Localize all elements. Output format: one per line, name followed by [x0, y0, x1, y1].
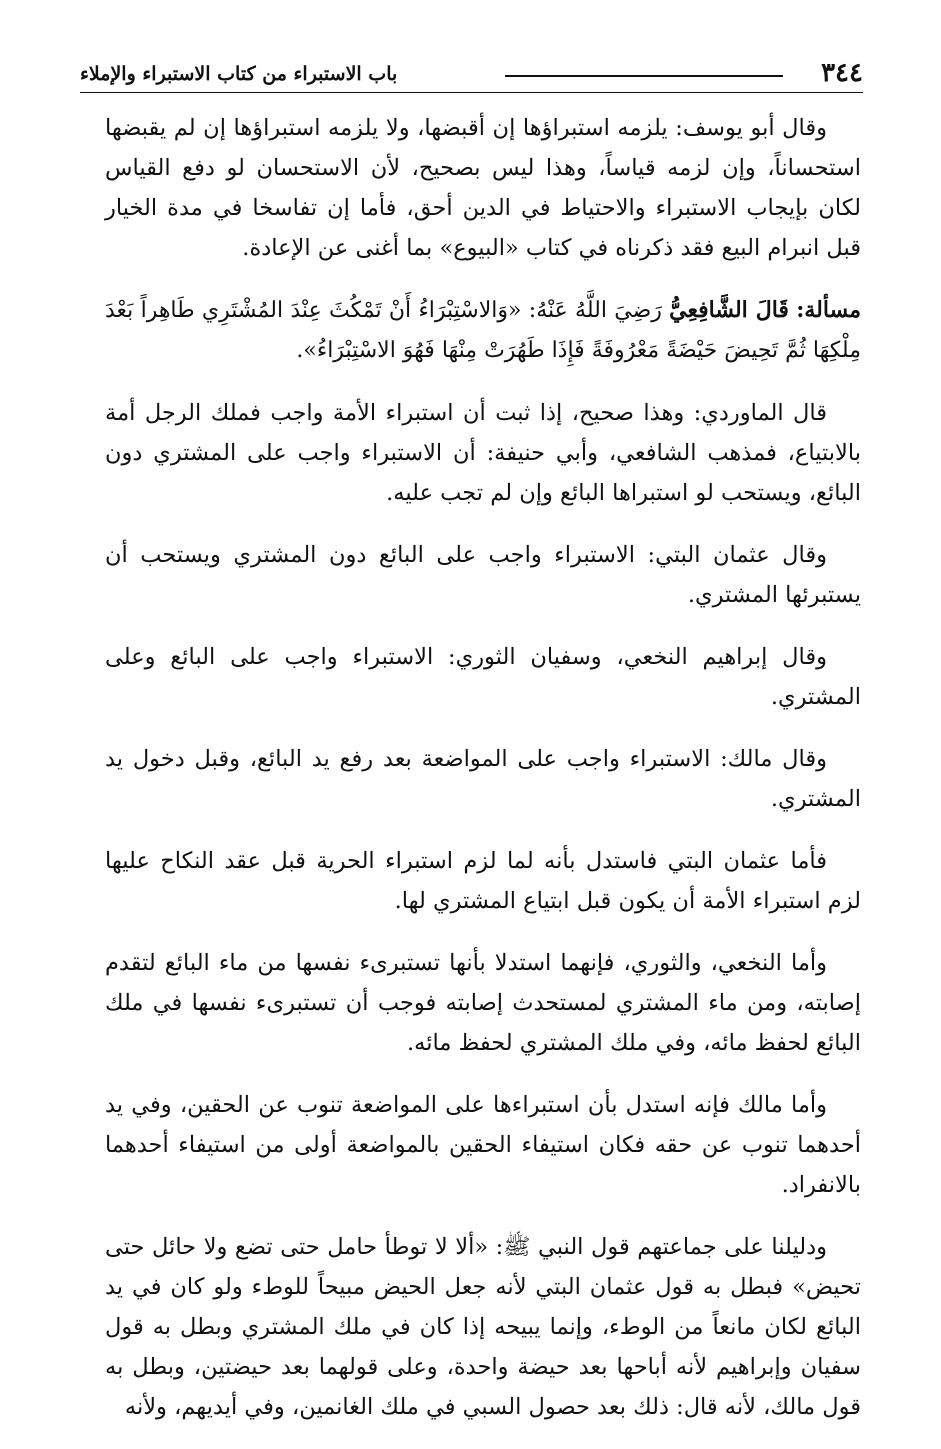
shafii-attribution: قَالَ الشَّافِعِيُّ	[669, 297, 789, 323]
issue-text: رَضِيَ اللَّهُ عَنْهُ: «وَالاسْتِبْرَاءُ أَنْ تَمْكُثَ عِنْدَ المُشْتَرِي طَاهِراً بَعْدَ مِلْكِهَا ثُمَّ تَحِيضَ حَيْضَةً مَعْرُوفَةً فَإِذَا طَهُرَتْ مِنْهَا فَهُوَ الاسْتِبْرَاءُ».	[105, 298, 861, 363]
page-body	[105, 108, 861, 1449]
header-rule	[505, 75, 783, 77]
paragraph-batti-argument: فأما عثمان البتي فاستدل بأنه لما لزم استبراء الحرية قبل عقد النكاح عليها لزم استبراء الأمة أن يكون قبل ابتياع المشتري لها.	[105, 848, 861, 914]
header-divider	[80, 92, 863, 93]
paragraph-nakhai-argument: وأما النخعي، والثوري، فإنهما استدلا بأنها تستبرىء نفسها من ماء البائع لتقدم إصابته، ومن ماء المشتري لمستحدث إصابته فوجب أن تستبرىء نفسها في ملك البائع لحفظ مائه، وفي ملك المشتري لحفظ مائه.	[105, 950, 861, 1056]
paragraph-issue	[105, 290, 861, 371]
issue-label: مسألة:	[796, 297, 861, 323]
paragraph-mawardi: قال الماوردي: وهذا صحيح، إذا ثبت أن استبراء الأمة واجب فملك الرجل أمة بالابتياع، فمذهب الشافعي، وأبي حنيفة: أن الاستبراء واجب على المشتري دون البائع، ويستحب لو استبراها البائع وإن لم تجب عليه.	[105, 400, 861, 506]
paragraph-nakhai-thawri: وقال إبراهيم النخعي، وسفيان الثوري: الاستبراء واجب على البائع وعلى المشتري.	[105, 644, 861, 710]
paragraph-malik: وقال مالك: الاستبراء واجب على المواضعة بعد رفع يد البائع، وقبل دخول يد المشتري.	[105, 746, 861, 812]
page-number: ٣٤٤	[821, 58, 863, 88]
running-title: باب الاستبراء من كتاب الاستبراء والإملاء	[80, 63, 398, 85]
paragraph-evidence: ودليلنا على جماعتهم قول النبي ﷺ: «ألا لا توطأ حامل حتى تضع ولا حائل حتى تحيض» فبطل به قول عثمان البتي لأنه جعل الحيض مبيحاً للوطء ولو كان في يد البائع لكان مانعاً من الوطء، وإنما يبيحه إذا كان في ملك المشتري وبطل به قول سفيان وإبراهيم لأنه أباحها بعد حيضة واحدة، وعلى قولهما بعد حيضتين، وبطل به قول مالك، لأنه قال: ذلك بعد حصول السبي في ملك الغانمين، وفي أيديهم، ولأنه	[105, 1234, 861, 1420]
paragraph-abu-yusuf: وقال أبو يوسف: يلزمه استبراؤها إن أقبضها، ولا يلزمه استبراؤها إن لم يقبضها استحساناً، وإن لزمه قياساً، وهذا ليس بصحيح، لأن الاستحسان لو دفع القياس لكان بإيجاب الاستبراء والاحتياط في الدين أحق، فأما إن تفاسخا في مدة الخيار قبل انبرام البيع فقد ذكرناه في كتاب «البيوع» بما أغنى عن الإعادة.	[105, 115, 861, 261]
page-header	[80, 58, 863, 92]
paragraph-uthman-batti: وقال عثمان البتي: الاستبراء واجب على البائع دون المشتري ويستحب أن يستبرئها المشتري.	[105, 542, 861, 608]
paragraph-malik-argument: وأما مالك فإنه استدل بأن استبراءها على المواضعة تنوب عن الحقين، وفي يد أحدهما تنوب عن حقه فكان استيفاء الحقين بالمواضعة أولى من استيفاء أحدهما بالانفراد.	[105, 1092, 861, 1198]
